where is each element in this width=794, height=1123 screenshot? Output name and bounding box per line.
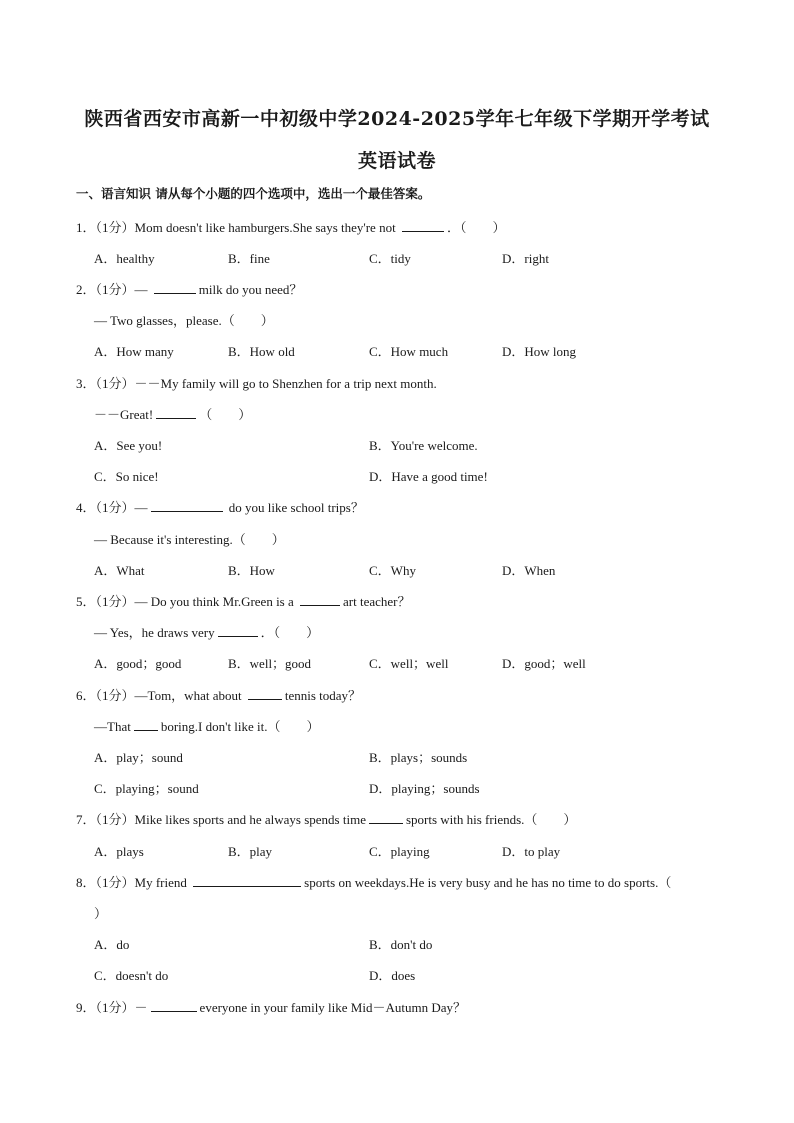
answer-blank[interactable] xyxy=(218,624,258,637)
option-a[interactable]: A．good；good xyxy=(94,656,182,671)
question-3-response: －－Great! （ ） xyxy=(94,407,252,422)
option-c[interactable]: C．tidy xyxy=(369,251,411,266)
exam-title: 陕西省西安市高新一中初级中学2024-2025学年七年级下学期开学考试 xyxy=(84,108,710,130)
option-d[interactable]: D．to play xyxy=(502,844,561,859)
question-2: 2．（1分）— milk do you need？ xyxy=(76,282,303,297)
section-heading: 一、语言知识 请从每个小题的四个选项中，选出一个最佳答案。 xyxy=(76,186,431,201)
option-a[interactable]: A．See you! xyxy=(94,438,163,453)
option-a[interactable]: A．How many xyxy=(94,344,174,359)
option-b[interactable]: B．well；good xyxy=(228,656,312,671)
option-b[interactable]: B．fine xyxy=(228,251,270,266)
question-4: 4．（1分）— do you like school trips？ xyxy=(76,500,364,515)
question-4-response: — Because it's interesting.（ ） xyxy=(94,532,285,547)
option-d[interactable]: D．When xyxy=(502,563,556,578)
option-d[interactable]: D．good；well xyxy=(502,656,586,671)
option-d[interactable]: D．does xyxy=(369,968,416,983)
question-8-bracket: ） xyxy=(94,906,108,921)
answer-blank[interactable] xyxy=(156,406,196,419)
answer-blank[interactable] xyxy=(154,281,196,294)
option-b[interactable]: B．How old xyxy=(228,344,295,359)
option-c[interactable]: C．playing；sound xyxy=(94,781,199,796)
option-c[interactable]: C．doesn't do xyxy=(94,968,169,983)
option-c[interactable]: C．How much xyxy=(369,344,449,359)
option-b[interactable]: B．don't do xyxy=(369,937,433,952)
answer-blank[interactable] xyxy=(151,499,223,512)
question-2-response: — Two glasses，please.（ ） xyxy=(94,313,274,328)
answer-blank[interactable] xyxy=(300,593,340,606)
option-d[interactable]: D．How long xyxy=(502,344,577,359)
option-d[interactable]: D．Have a good time! xyxy=(369,469,488,484)
option-b[interactable]: B．plays；sounds xyxy=(369,750,468,765)
answer-blank[interactable] xyxy=(193,874,301,887)
question-3: 3．（1分）－－My family will go to Shenzhen for a trip next month. xyxy=(76,376,437,391)
option-c[interactable]: C．So nice! xyxy=(94,469,159,484)
question-8: 8．（1分）My friend sports on weekdays.He is very busy and he has no time to do sports.（ xyxy=(76,875,672,890)
option-a[interactable]: A．What xyxy=(94,563,145,578)
answer-blank[interactable] xyxy=(248,687,282,700)
question-5: 5．（1分）— Do you think Mr.Green is a art teacher？ xyxy=(76,594,411,609)
question-5-response: — Yes，he draws very ．（ ） xyxy=(94,625,320,640)
option-b[interactable]: B．How xyxy=(228,563,275,578)
option-a[interactable]: A．do xyxy=(94,937,130,952)
option-a[interactable]: A．plays xyxy=(94,844,144,859)
question-7: 7．（1分）Mike likes sports and he always spends time sports with his friends.（ ） xyxy=(76,812,577,827)
option-b[interactable]: B．play xyxy=(228,844,273,859)
question-1: 1．（1分）Mom doesn't like hamburgers.She says they're not ．（ ） xyxy=(76,220,506,235)
option-d[interactable]: D．right xyxy=(502,251,549,266)
answer-blank[interactable] xyxy=(134,718,158,731)
answer-blank[interactable] xyxy=(402,219,444,232)
question-6: 6．（1分）—Tom，what about tennis today？ xyxy=(76,688,362,703)
option-c[interactable]: C．Why xyxy=(369,563,416,578)
answer-blank[interactable] xyxy=(369,811,403,824)
option-c[interactable]: C．playing xyxy=(369,844,430,859)
option-a[interactable]: A．healthy xyxy=(94,251,155,266)
option-c[interactable]: C．well；well xyxy=(369,656,449,671)
question-6-response: —That boring.I don't like it.（ ） xyxy=(94,719,320,734)
option-d[interactable]: D．playing；sounds xyxy=(369,781,480,796)
answer-blank[interactable] xyxy=(151,999,197,1012)
option-b[interactable]: B．You're welcome. xyxy=(369,438,478,453)
option-a[interactable]: A．play；sound xyxy=(94,750,183,765)
exam-subtitle: 英语试卷 xyxy=(357,150,436,172)
question-9: 9．（1分）－ everyone in your family like Mid－Autumn Day？ xyxy=(76,1000,466,1015)
